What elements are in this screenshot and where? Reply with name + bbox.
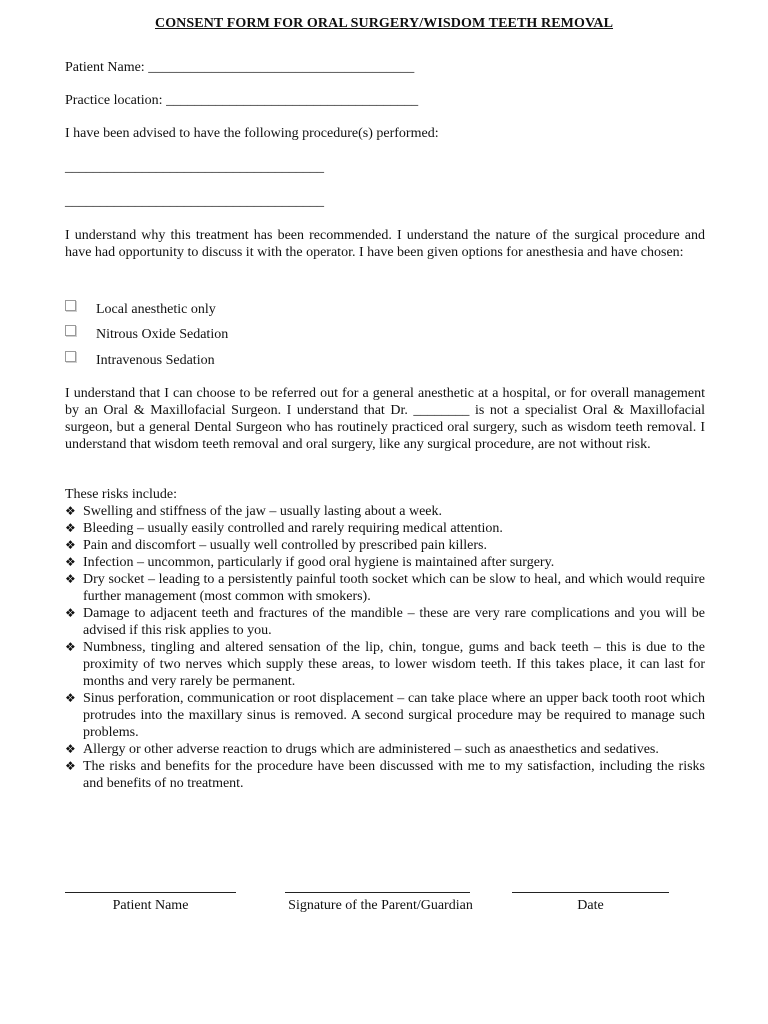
patient-name-field[interactable]: Patient Name: ______________________________________ [65,60,415,75]
diamond-bullet-icon: ❖ [65,759,76,773]
risk-list [65,503,705,792]
diamond-bullet-icon: ❖ [65,538,76,552]
anesthesia-option-intravenous[interactable] [65,353,215,369]
risk-text: Allergy or other adverse reaction to drugs which are administered – such as anaesthetics and sedatives. [83,742,659,757]
diamond-bullet-icon: ❖ [65,504,76,518]
patient-name-label: Patient Name [112,898,189,913]
diamond-bullet-icon: ❖ [65,555,76,569]
risk-text: Pain and discomfort – usually well controlled by prescribed pain killers. [83,538,487,553]
risk-text: Swelling and stiffness of the jaw – usually lasting about a week. [83,504,443,519]
risk-item [65,605,705,639]
risk-text: Bleeding – usually easily controlled and rarely requiring medical attention. [83,521,503,536]
risk-item [65,537,705,554]
procedure-blank-line-2[interactable]: _____________________________________ [65,194,324,209]
diamond-bullet-icon: ❖ [65,606,76,620]
guardian-signature-label: Signature of the Parent/Guardian [288,898,473,913]
date-label: Date [577,898,604,913]
checkbox-icon[interactable] [65,351,76,362]
anesthesia-option-label: Nitrous Oxide Sedation [96,327,229,342]
risk-text: Infection – uncommon, particularly if good oral hygiene is maintained after surgery. [83,555,555,570]
diamond-bullet-icon: ❖ [65,742,76,756]
checkbox-icon[interactable] [65,325,76,336]
guardian-signature-line[interactable] [285,892,470,893]
diamond-bullet-icon: ❖ [65,572,76,586]
risk-text: The risks and benefits for the procedure have been discussed with me to my satisfaction, including the risks and benefits of no treatment. [83,759,705,791]
procedure-blank-line-1[interactable]: _____________________________________ [65,160,324,175]
diamond-bullet-icon: ❖ [65,640,76,654]
procedure-advised-label: I have been advised to have the following procedure(s) performed: [65,126,439,141]
anesthesia-option-local[interactable] [65,302,216,318]
anesthesia-option-nitrous[interactable] [65,327,228,343]
risk-text: Sinus perforation, communication or root displacement – can take place where an upper back tooth root which protrudes into the maxillary sinus is removed. A second surgical procedure may be required to manage such problems. [83,691,705,740]
risk-item [65,690,705,741]
anesthesia-option-label: Local anesthetic only [96,302,216,317]
risk-item [65,520,705,537]
practice-location-field[interactable]: Practice location: ____________________________________ [65,93,419,108]
risk-text: Damage to adjacent teeth and fractures of the mandible – these are very rare complications and you will be advised if this risk applies to you. [83,606,705,638]
risk-item [65,503,705,520]
diamond-bullet-icon: ❖ [65,521,76,535]
risk-item [65,741,705,758]
referral-paragraph: I understand that I can choose to be referred out for a general anesthetic at a hospital, or for overall management by an Oral & Maxillofacial Surgeon. I understand that Dr. ________ is not a specialist Oral & Maxillofacial surgeon, but a general Dental Surgeon who has routinely practiced oral surgery, such as wisdom teeth removal. I understand that wisdom teeth removal and oral surgery, like any surgical procedure, are not without risk. [65,386,705,452]
patient-name-signature-line[interactable] [65,892,236,893]
risk-text: Numbness, tingling and altered sensation of the lip, chin, tongue, gums and back teeth – this is due to the proximity of two nerves which supply these areas, to lower wisdom teeth. If this takes place, it can last for months and very rarely be permanent. [83,640,705,689]
form-title: CONSENT FORM FOR ORAL SURGERY/WISDOM TEETH REMOVAL [154,16,614,31]
anesthesia-option-label: Intravenous Sedation [96,353,215,368]
risk-item [65,571,705,605]
date-signature-line[interactable] [512,892,669,893]
risk-item [65,758,705,792]
risk-item [65,639,705,690]
understanding-paragraph: I understand why this treatment has been recommended. I understand the nature of the surgical procedure and have had opportunity to discuss it with the operator. I have been given options for anesthesia and have chosen: [65,228,705,260]
risks-intro: These risks include: [65,487,177,502]
risk-text: Dry socket – leading to a persistently painful tooth socket which can be slow to heal, and which would require further management (most common with smokers). [83,572,705,604]
diamond-bullet-icon: ❖ [65,691,76,705]
risk-item [65,554,705,571]
checkbox-icon[interactable] [65,300,76,311]
